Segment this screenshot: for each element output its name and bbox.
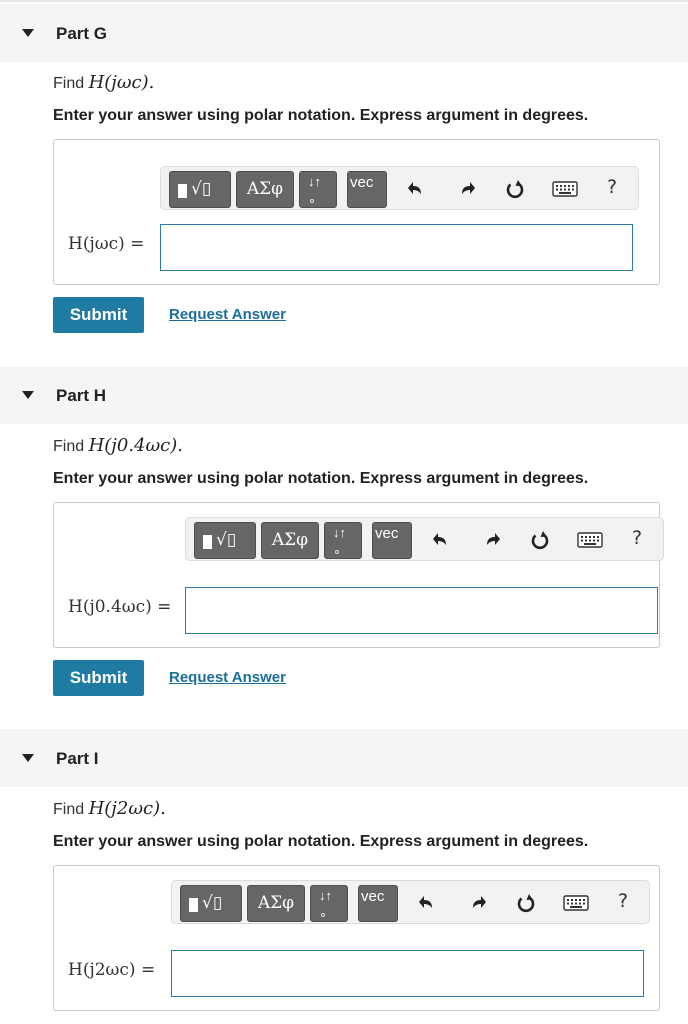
vector-button[interactable]: vec	[347, 171, 387, 208]
arrows-button[interactable]: ↓↑	[299, 171, 337, 208]
template-placeholder-icon	[189, 898, 198, 912]
arrows-button[interactable]: ↓↑	[310, 885, 348, 922]
square-root-template-icon: √▯	[191, 179, 212, 199]
question-prompt: Find H(j0.4ωc).	[53, 435, 184, 456]
math-toolbar	[171, 880, 650, 924]
templates-button[interactable]	[169, 171, 231, 208]
templates-button[interactable]	[180, 885, 242, 922]
answer-input[interactable]	[185, 587, 658, 634]
top-divider	[0, 0, 688, 2]
question-math: H(j0.4ωc).	[88, 435, 184, 456]
answer-field-label: H(j0.4ωc) =	[68, 597, 172, 617]
part-g-header[interactable]	[0, 4, 688, 62]
part-title: Part I	[56, 749, 99, 768]
greek-symbols-button[interactable]: ΑΣφ	[247, 885, 305, 922]
collapse-caret-icon[interactable]	[22, 29, 34, 37]
answer-box	[53, 865, 660, 1011]
template-placeholder-icon	[178, 184, 187, 198]
part-title: Part G	[56, 24, 108, 43]
submit-button[interactable]: Submit	[53, 660, 144, 696]
reset-icon[interactable]	[503, 177, 527, 201]
question-prompt: Find H(j2ωc).	[53, 798, 166, 819]
square-root-template-icon: √▯	[216, 530, 237, 550]
answer-field-label: H(jωc) =	[68, 234, 145, 254]
templates-button[interactable]	[194, 522, 256, 559]
vector-button[interactable]: vec	[372, 522, 412, 559]
collapse-caret-icon[interactable]	[22, 391, 34, 399]
reset-icon[interactable]	[514, 891, 538, 915]
part-i-header[interactable]	[0, 729, 688, 787]
answer-input[interactable]	[160, 224, 633, 271]
question-math: H(jωc).	[88, 72, 155, 93]
answer-instruction: Enter your answer using polar notation. Express argument in degrees.	[53, 833, 589, 850]
redo-icon[interactable]	[455, 177, 479, 201]
undo-icon[interactable]	[430, 528, 454, 552]
answer-instruction: Enter your answer using polar notation. Express argument in degrees.	[53, 107, 589, 124]
undo-icon[interactable]	[416, 891, 440, 915]
math-toolbar	[160, 166, 639, 210]
keyboard-icon[interactable]	[577, 532, 603, 548]
arrows-button[interactable]: ↓↑	[324, 522, 362, 559]
template-placeholder-icon	[203, 535, 212, 549]
part-title: Part H	[56, 386, 107, 405]
keyboard-icon[interactable]	[552, 181, 578, 197]
help-button[interactable]: ?	[607, 176, 618, 198]
answer-box	[53, 139, 660, 285]
answer-instruction: Enter your answer using polar notation. Express argument in degrees.	[53, 470, 589, 487]
answer-field-label: H(j2ωc) =	[68, 960, 156, 980]
redo-icon[interactable]	[466, 891, 490, 915]
answer-box	[53, 502, 660, 648]
question-prompt: Find H(jωc).	[53, 72, 155, 93]
reset-icon[interactable]	[528, 528, 552, 552]
collapse-caret-icon[interactable]	[22, 754, 34, 762]
request-answer-link[interactable]: Request Answer	[169, 669, 286, 686]
keyboard-icon[interactable]	[563, 895, 589, 911]
math-toolbar	[185, 517, 664, 561]
greek-symbols-button[interactable]: ΑΣφ	[236, 171, 294, 208]
request-answer-link[interactable]: Request Answer	[169, 306, 286, 323]
help-button[interactable]: ?	[632, 527, 643, 549]
greek-symbols-button[interactable]: ΑΣφ	[261, 522, 319, 559]
help-button[interactable]: ?	[618, 890, 629, 912]
redo-icon[interactable]	[480, 528, 504, 552]
vector-button[interactable]: vec	[358, 885, 398, 922]
answer-input[interactable]	[171, 950, 644, 997]
question-math: H(j2ωc).	[88, 798, 166, 819]
part-h-header[interactable]	[0, 366, 688, 424]
submit-button[interactable]: Submit	[53, 297, 144, 333]
square-root-template-icon: √▯	[202, 893, 223, 913]
undo-icon[interactable]	[405, 177, 429, 201]
